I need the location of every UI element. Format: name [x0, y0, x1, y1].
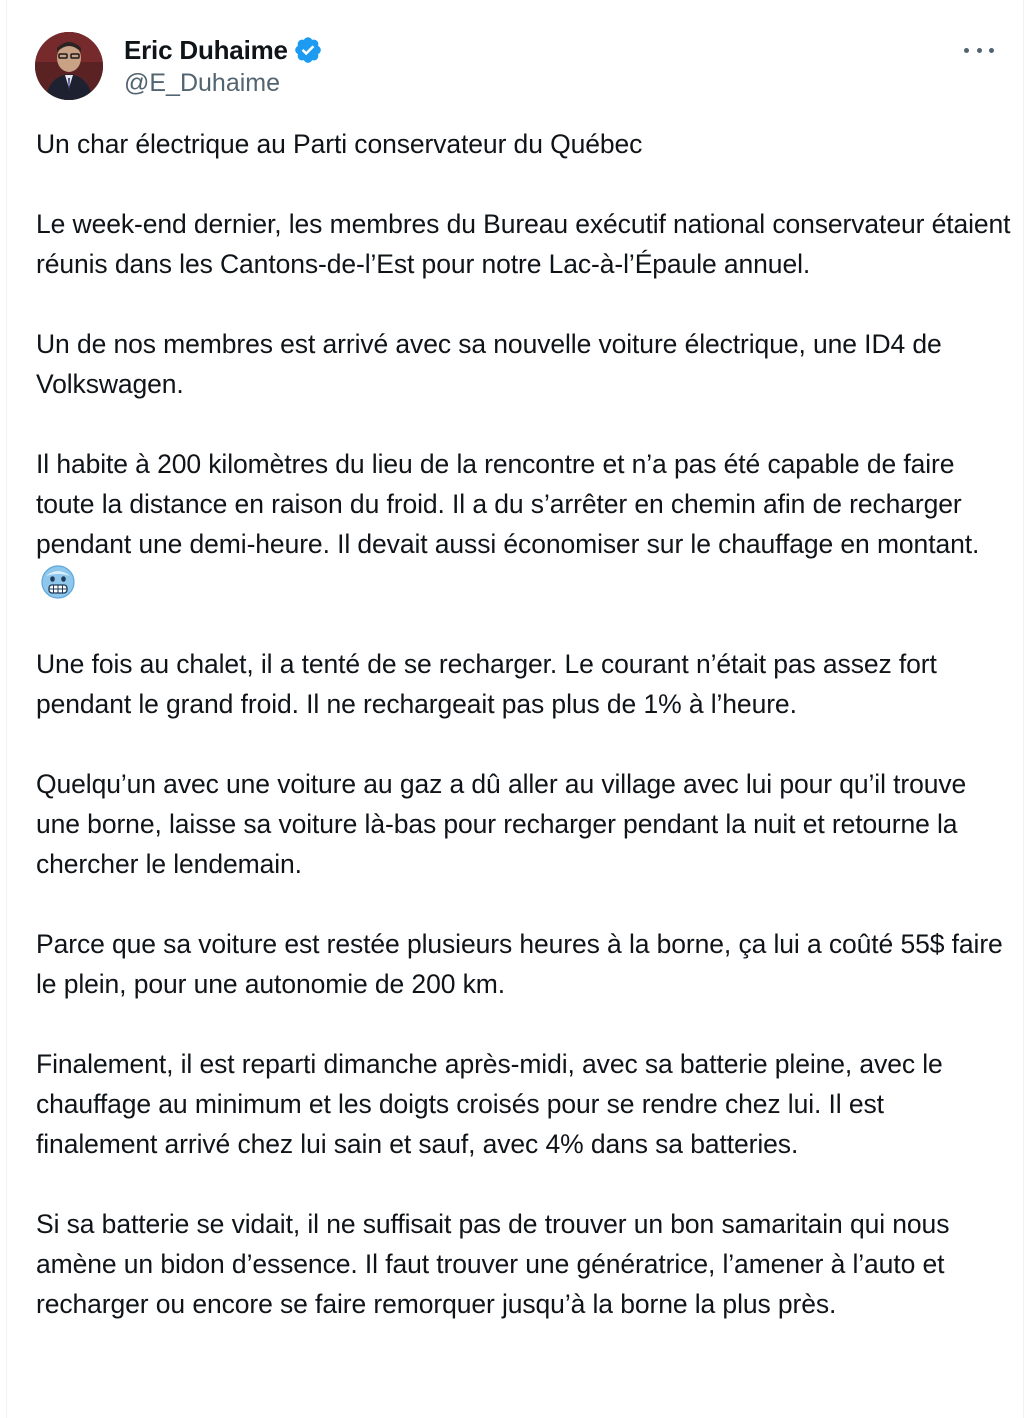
dot	[977, 48, 982, 53]
paragraph: Un de nos membres est arrivé avec sa nouvelle voiture électrique, une ID4 de Volkswagen.	[36, 329, 942, 399]
dot	[964, 48, 969, 53]
paragraph: Le week-end dernier, les membres du Bureau exécutif national conservateur étaient réunis dans les Cantons-de-l’Est pour notre Lac-à-l’Épaule annuel.	[36, 209, 1011, 279]
more-options-icon[interactable]	[961, 38, 997, 62]
display-name[interactable]: Eric Duhaime	[124, 34, 288, 65]
paragraph: Si sa batterie se vidait, il ne suffisait pas de trouver un bon samaritain qui nous amène un bidon d’essence. Il faut trouver une génératrice, l’amener à l’auto et recharger ou encore se faire remorquer jusqu’à la borne la plus près.	[36, 1209, 950, 1319]
paragraph: Finalement, il est reparti dimanche après-midi, avec sa batterie pleine, avec le chauffage au minimum et les doigts croisés pour se rendre chez lui. Il est finalement arrivé chez lui sain et sauf, avec 4% dans sa batteries.	[36, 1049, 943, 1159]
cold-face-emoji	[40, 564, 76, 600]
avatar-illustration	[35, 32, 103, 100]
tweet-text	[36, 124, 1011, 1364]
dot	[989, 48, 994, 53]
author-names	[124, 34, 323, 98]
paragraph-title: Un char électrique au Parti conservateur du Québec	[36, 129, 643, 159]
avatar[interactable]	[35, 32, 103, 100]
verified-badge-icon[interactable]	[293, 35, 323, 65]
paragraph-with-emoji	[36, 444, 1011, 604]
paragraph: Une fois au chalet, il a tenté de se recharger. Le courant n’était pas assez fort pendant le grand froid. Il ne rechargeait pas plus de 1% à l’heure.	[36, 649, 937, 719]
name-row	[124, 34, 323, 66]
paragraph: Quelqu’un avec une voiture au gaz a dû aller au village avec lui pour qu’il trouve une borne, laisse sa voiture là-bas pour recharger pendant la nuit et retourne la chercher le lendemain.	[36, 769, 967, 879]
paragraph: Parce que sa voiture est restée plusieurs heures à la borne, ça lui a coûté 55$ faire le plein, pour une autonomie de 200 km.	[36, 929, 1003, 999]
paragraph-text: Il habite à 200 kilomètres du lieu de la rencontre et n’a pas été capable de faire toute la distance en raison du froid. Il a du s’arrêter en chemin afin de recharger pendant une demi-heure. Il devait aussi économiser sur le chauffage en montant.	[36, 449, 980, 559]
tweet-header	[35, 32, 999, 102]
tweet-card	[6, 0, 1024, 1418]
author-handle[interactable]: @E_Duhaime	[124, 69, 281, 97]
